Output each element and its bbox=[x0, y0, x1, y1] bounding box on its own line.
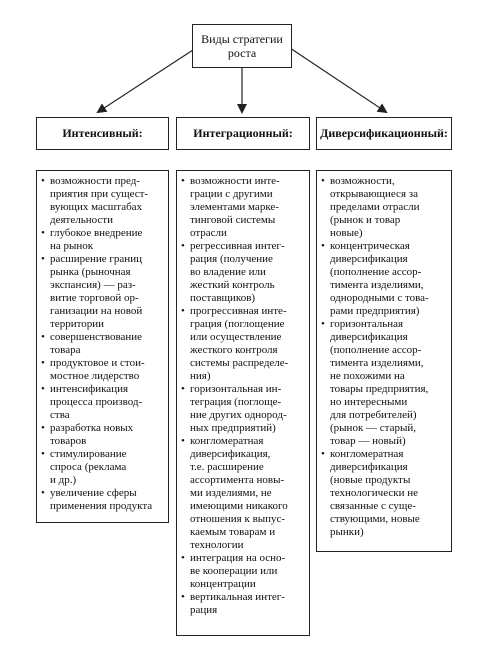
arrow-to-intensive bbox=[98, 48, 196, 112]
header-integration: Интеграционный: bbox=[176, 117, 310, 150]
list-diversification-items bbox=[321, 175, 447, 539]
arrow-to-diversification bbox=[290, 48, 386, 112]
list-item: • вертикальная интег- рация bbox=[181, 591, 305, 617]
root-title-line1: Виды стратегии bbox=[201, 32, 283, 46]
list-intensive-items bbox=[41, 175, 164, 513]
list-item: • концентрическая диверсификация (пополнение ассор- тимента изделиями, однородными с това- рами предприятия) bbox=[321, 240, 447, 318]
header-intensive: Интенсивный: bbox=[36, 117, 169, 150]
list-item: • продуктовое и стои- мостное лидерство bbox=[41, 357, 164, 383]
list-item: • стимулирование спроса (реклама и др.) bbox=[41, 448, 164, 487]
list-integration-items bbox=[181, 175, 305, 617]
list-item: • прогрессивная инте- грация (поглощение или осуществление жесткого контроля системы распределе- ния) bbox=[181, 305, 305, 383]
list-item: • конгломератная диверсификация (новые продукты технологически не связанные с суще- ствующими, новые рынки) bbox=[321, 448, 447, 539]
list-integration bbox=[176, 170, 310, 636]
list-item: • интенсификация процесса производ- ства bbox=[41, 383, 164, 422]
list-item: • конгломератная диверсификация, т.е. расширение ассортимента новы- ми изделиями, не имеющими никакого отношения к выпус- каемым товарам и технологии bbox=[181, 435, 305, 552]
list-diversification bbox=[316, 170, 452, 552]
list-item: • возможности пред- приятия при сущест- вующих масштабах деятельности bbox=[41, 175, 164, 227]
list-item: • возможности инте- грации с другими элементами марке- тинговой системы отрасли bbox=[181, 175, 305, 240]
list-item: • интеграция на осно- ве кооперации или концентрации bbox=[181, 552, 305, 591]
list-item: • горизонтальная диверсификация (пополнение ассор- тимента изделиями, не похожими на товары предприятия, но интересными для потребителей) (рынок — старый, товар — новый) bbox=[321, 318, 447, 448]
list-item: • глубокое внедрение на рынок bbox=[41, 227, 164, 253]
list-item: • расширение границ рынка (рыночная экспансия) — раз- витие торговой ор- ганизации на новой территории bbox=[41, 253, 164, 331]
list-item: • горизонтальная ин- теграция (поглоще- ние других однород- ных предприятий) bbox=[181, 383, 305, 435]
list-item: • разработка новых товаров bbox=[41, 422, 164, 448]
root-node bbox=[192, 24, 292, 68]
header-diversification: Диверсификационный: bbox=[316, 117, 452, 150]
list-item: • возможности, открывающиеся за пределами отрасли (рынок и товар новые) bbox=[321, 175, 447, 240]
root-title-line2: роста bbox=[227, 46, 257, 60]
list-intensive bbox=[36, 170, 169, 523]
list-item: • совершенствование товара bbox=[41, 331, 164, 357]
list-item: • увеличение сферы применения продукта bbox=[41, 487, 164, 513]
list-item: • регрессивная интег- рация (получение во владение или жесткий контроль поставщиков) bbox=[181, 240, 305, 305]
